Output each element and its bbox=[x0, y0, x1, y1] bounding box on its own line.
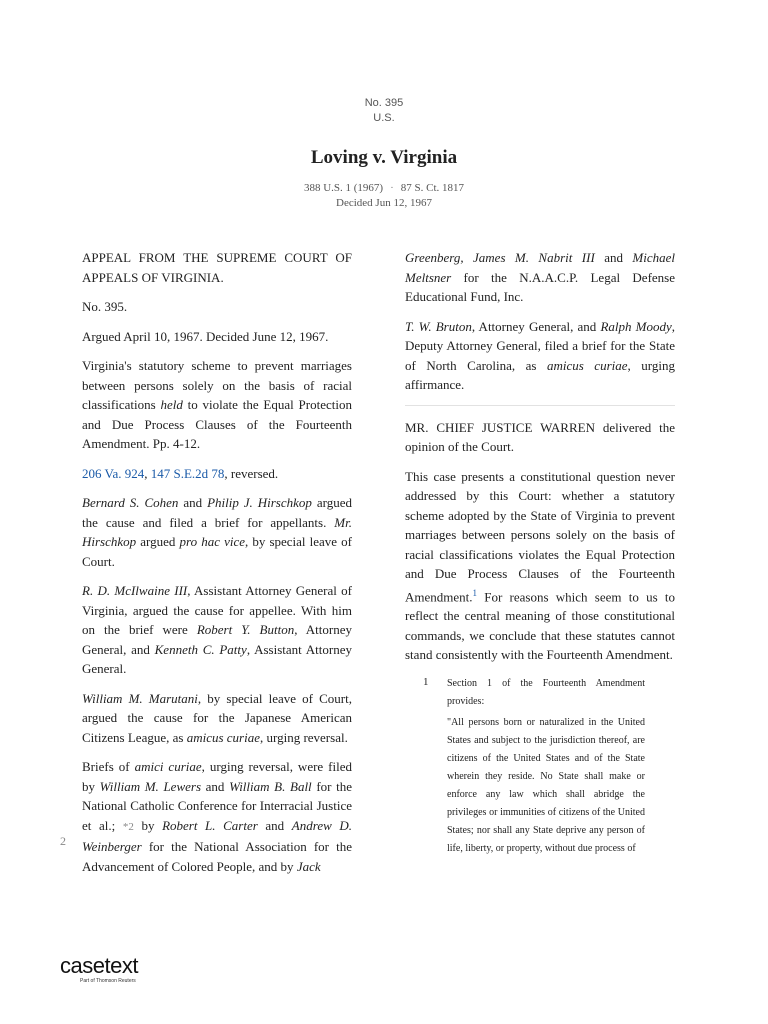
court-label: U.S. bbox=[373, 112, 395, 124]
counsel-amicus-jacl bbox=[82, 689, 352, 748]
citation-line bbox=[0, 181, 768, 196]
text: for the National Association for the Advancement of Colored People, and by bbox=[82, 839, 352, 874]
latin-term: amicus curiae bbox=[186, 729, 260, 745]
syllabus bbox=[82, 356, 352, 454]
attorney-name: Jack bbox=[296, 858, 321, 874]
text: argued the cause and filed a brief for appellants. bbox=[82, 495, 352, 530]
attorney-name: Mr. Hirschkop bbox=[82, 514, 352, 549]
right-column bbox=[405, 248, 675, 861]
footnote-quote: "All persons born or naturalized in the United States and subject to the jurisdiction thereof, are citizens of the United States and of the State wherein they reside. No State shall make or enforce any law which shall abridge the privileges or immunities of citizens of the United States; nor shall any State deprive any person of life, liberty, or property, without due process of bbox=[447, 716, 645, 854]
text: , Deputy Attorney General, filed a brief for the State of North Carolina, as bbox=[405, 318, 676, 373]
case-title: Loving v. Virginia bbox=[310, 147, 458, 168]
citation-link-se2d[interactable]: 147 S.E.2d 78 bbox=[150, 465, 225, 481]
argued-dates: Argued April 10, 1967. Decided June 12, 1967. bbox=[82, 328, 329, 344]
text: and bbox=[594, 250, 633, 265]
text: and bbox=[178, 495, 208, 510]
counsel-appellants bbox=[82, 493, 352, 571]
text: , Assistant Attorney General of Virginia, argued the cause for appellee. With him on the brief were bbox=[82, 583, 352, 637]
attorney-name: Michael Meltsner bbox=[405, 250, 675, 285]
attorney-name: Andrew D. Weinberger bbox=[82, 817, 352, 854]
attorney-name: R. D. McIlwaine III bbox=[82, 583, 188, 598]
text: Briefs of bbox=[82, 759, 135, 774]
footnote bbox=[423, 675, 645, 858]
syllabus-text-b: to violate the Equal Protection and Due Process Clauses of the Fourteenth Amendment. Pp. 4-12. bbox=[82, 397, 352, 451]
text: , Assistant Attorney General. bbox=[82, 641, 352, 676]
attorney-name: Robert L. Carter bbox=[162, 817, 258, 833]
disposition: , reversed. bbox=[224, 465, 279, 481]
text: For reasons which seem to us to reflect the central meaning of those constitutional commands, we conclude that these statutes cannot stand consistently with the Fourteenth Amendment. bbox=[405, 588, 675, 663]
opinion-author: MR. CHIEF JUSTICE WARREN delivered the opinion of the Court. bbox=[405, 419, 675, 454]
text: and bbox=[257, 817, 292, 833]
attorney-name: Ralph Moody bbox=[600, 318, 672, 334]
attorney-name: William B. Ball bbox=[229, 778, 312, 794]
attorney-name: Bernard S. Cohen bbox=[82, 495, 179, 510]
attorney-name: Kenneth C. Patty bbox=[154, 641, 247, 657]
logo-subtitle: Part of Thomson Reuters bbox=[80, 978, 136, 984]
text: , by special leave of Court, argued the cause for the Japanese American Citizens League, as bbox=[82, 690, 352, 745]
attorney-name: Robert Y. Button bbox=[196, 622, 295, 637]
footnote-number: 1 bbox=[423, 675, 429, 688]
footnote-intro: Section 1 of the Fourteenth Amendment provides: bbox=[447, 677, 645, 707]
decided-date: Decided Jun 12, 1967 bbox=[336, 197, 432, 209]
lower-court-citation bbox=[82, 464, 352, 484]
case-number: No. 395. bbox=[82, 299, 128, 314]
citation-sct: 87 S. Ct. 1817 bbox=[400, 182, 465, 194]
opinion-paragraph bbox=[405, 467, 675, 665]
text: , urging affirmance. bbox=[405, 357, 675, 392]
text: This case presents a constitutional question never addressed by this Court: whether a statutory scheme adopted by the State of Virginia to prevent marriages between persons solely on the basis of racial classifications violates the Equal Protection and Due Process Clauses of the Fourteenth Amendment. bbox=[405, 468, 675, 604]
text: for the N.A.A.C.P. Legal Defense Educational Fund, Inc. bbox=[405, 269, 675, 304]
counsel-appellee bbox=[82, 581, 352, 679]
latin-term: amicus curiae bbox=[546, 357, 628, 373]
syllabus-text-a: Virginia's statutory scheme to prevent marriages between persons solely on the basis of racial classifications bbox=[82, 358, 352, 412]
left-column bbox=[82, 248, 352, 886]
attorney-name: T. W. Bruton bbox=[405, 318, 472, 334]
attorney-name: William M. Lewers bbox=[99, 778, 202, 794]
attorney-name: Greenberg, James M. Nabrit III bbox=[405, 250, 595, 265]
text: , urging reversal, were filed by bbox=[82, 759, 352, 794]
star-page-marker[interactable]: *2 bbox=[122, 820, 134, 833]
citation-us: 388 U.S. 1 (1967) bbox=[303, 182, 384, 194]
text: argued bbox=[136, 534, 180, 549]
case-header bbox=[0, 96, 768, 211]
footnote-ref[interactable]: 1 bbox=[472, 587, 478, 598]
amici-briefs bbox=[82, 757, 352, 876]
casetext-logo[interactable] bbox=[60, 954, 138, 984]
citation-separator: · bbox=[390, 182, 394, 194]
text: , by special leave of Court. bbox=[82, 534, 352, 569]
appeal-heading: APPEAL FROM THE SUPREME COURT OF APPEALS OF VIRGINIA. bbox=[82, 250, 352, 285]
text: , Attorney General, and bbox=[82, 622, 352, 657]
latin-term: pro hac vice bbox=[179, 534, 245, 549]
attorney-name: William M. Marutani bbox=[82, 690, 198, 706]
citation-link-va[interactable]: 206 Va. 924 bbox=[82, 465, 145, 481]
syllabus-held: held bbox=[160, 397, 183, 412]
latin-term: amici curiae bbox=[134, 759, 202, 774]
counsel-north-carolina bbox=[405, 317, 675, 395]
citation-link-separator: , bbox=[144, 465, 151, 481]
section-divider bbox=[405, 405, 675, 406]
text: for the National Catholic Conference for Interracial Justice et al.; bbox=[82, 778, 352, 833]
logo-wordmark: casetext bbox=[60, 953, 138, 978]
margin-page-number: 2 bbox=[60, 834, 66, 848]
text: by bbox=[133, 817, 163, 833]
counsel-naacp-ldf bbox=[405, 248, 675, 307]
text: , urging reversal. bbox=[259, 729, 348, 745]
text: and bbox=[201, 778, 230, 794]
docket-number: No. 395 bbox=[364, 97, 404, 109]
attorney-name: Philip J. Hirschkop bbox=[207, 495, 312, 510]
text: , Attorney General, and bbox=[471, 318, 601, 334]
